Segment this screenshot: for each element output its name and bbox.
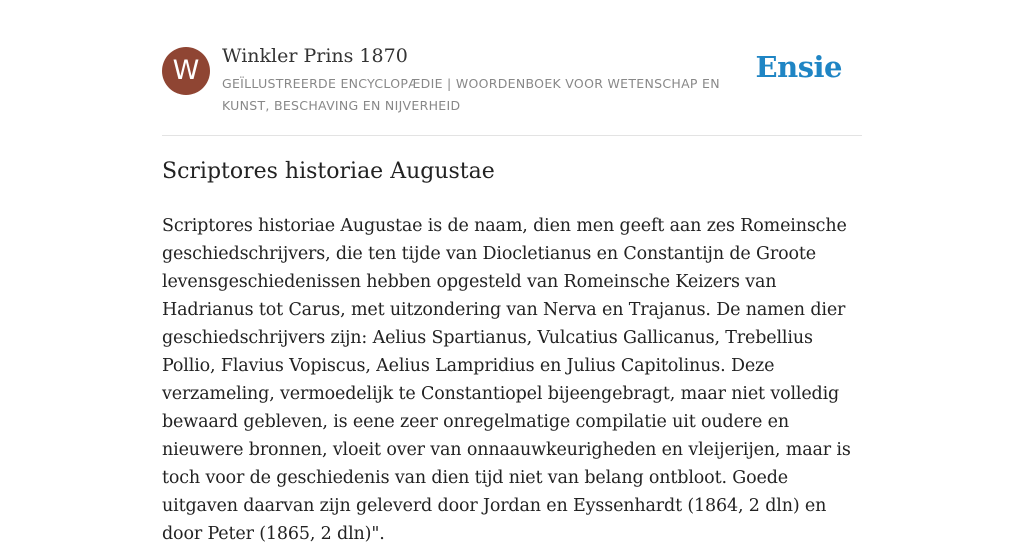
source-header bbox=[162, 44, 862, 136]
source-avatar[interactable]: W bbox=[162, 47, 210, 95]
header-divider bbox=[162, 135, 862, 136]
article-body: Scriptores historiae Augustae is de naam, dien men geeft aan zes Romeinsche geschiedschrijvers, die ten tijde van Diocletianus en Constantijn de Groote levensgeschiedenissen hebben opgesteld van Romeinsche Keizers van Hadrianus tot Carus, met uitzondering van Nerva en Trajanus. De namen dier geschiedschrijvers zijn: Aelius Spartianus, Vulcatius Gallicanus, Trebellius Pollio, Flavius Vopiscus, Aelius Lampridius en Julius Capitolinus. Deze verzameling, vermoedelijk te Constantiopel bijeengebragt, maar niet volledig bewaard gebleven, is eene zeer onregelmatige compilatie uit oudere en nieuwere bronnen, vloeit over van onnaauwkeurigheden en vleijerijen, maar is toch voor de geschiedenis van dien tijd niet van belang ontbloot. Goede uitgaven daarvan zijn geleverd door Jordan en Eyssenhardt (1864, 2 dln) en door Peter (1865, 2 dln)". bbox=[162, 216, 851, 544]
source-subtitle: GEÏLLUSTREERDE ENCYCLOPÆDIE | WOORDENBOEK VOOR WETENSCHAP EN KUNST, BESCHAVING EN NIJVERHEID bbox=[222, 76, 720, 113]
ensie-logo[interactable]: Ensie bbox=[755, 50, 842, 84]
source-title-link[interactable]: Winkler Prins 1870 bbox=[222, 45, 408, 67]
article-title: Scriptores historiae Augustae bbox=[162, 159, 495, 184]
